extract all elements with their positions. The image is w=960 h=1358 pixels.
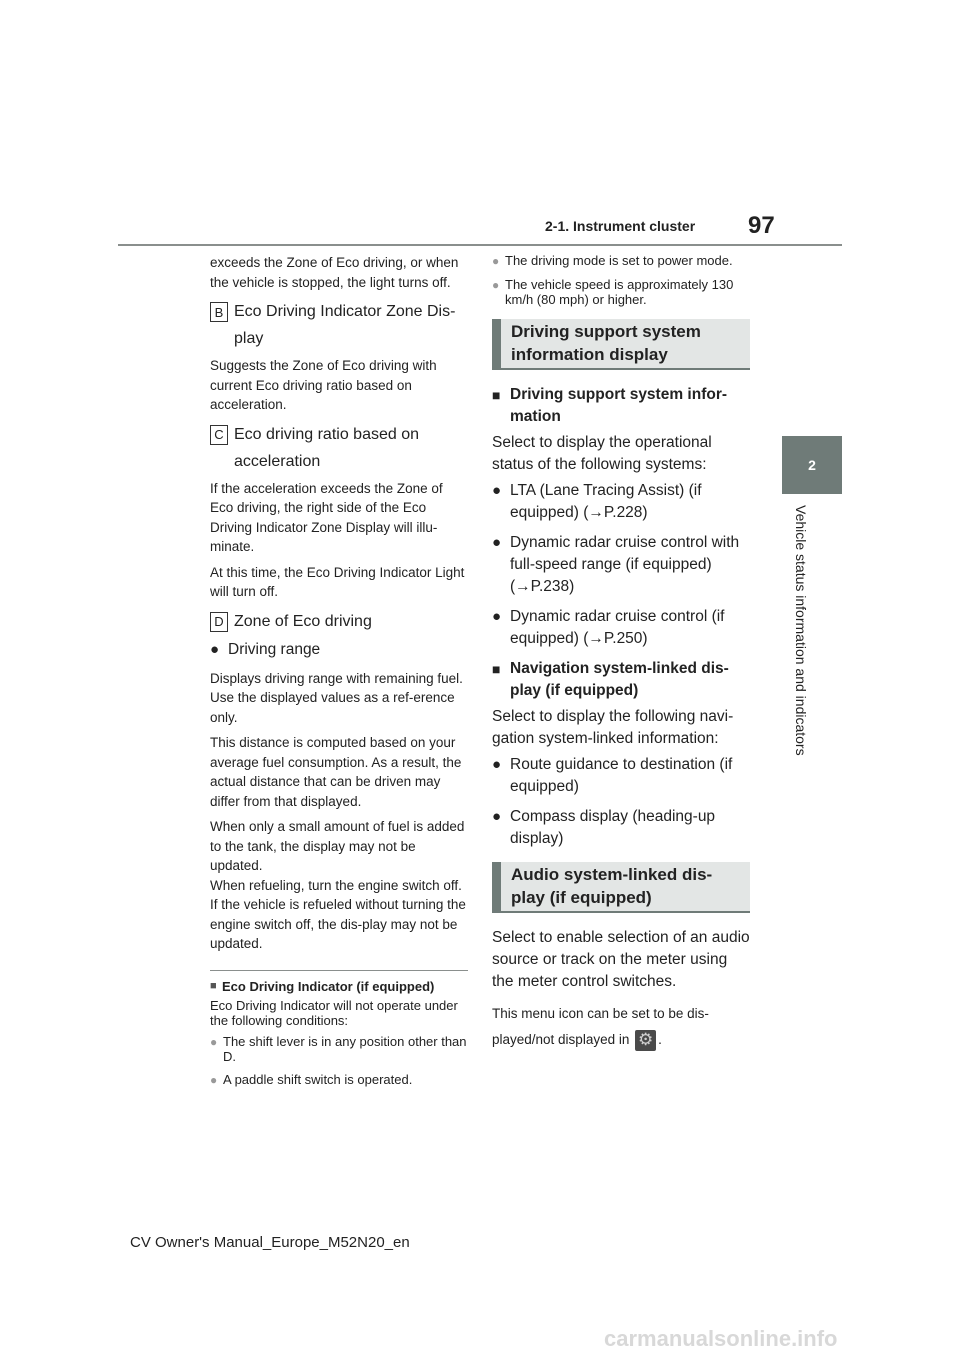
list-item [492,806,750,850]
chapter-side-title: Vehicle status information and indicators [793,505,809,756]
navigation-subtitle: Navigation system-linked dis-play (if equipped) [510,660,729,699]
driving-support-subheading [492,384,750,428]
menu-icon-note-end: . [658,1032,662,1047]
list-item [492,253,750,269]
item-c-text-2: At this time, the Eco Driving Indicator Light will turn off. [210,564,465,599]
driving-range-text-2: This distance is computed based on your average fuel consumption. As a result, the actual distance that can be driven may differ from that displayed. [210,735,462,809]
list-item [492,277,750,307]
audio-section-title: Audio system-linked dis-play (if equipped) [492,862,750,913]
driving-range-text-1: Displays driving range with remaining fuel. Use the displayed values as a ref-erence only. [210,670,463,725]
bullet-icon: ● [492,534,502,551]
list-item [492,532,750,598]
driving-support-item-3: Dynamic radar cruise control (if equipped) (→P.250) [510,608,725,647]
letter-b-label: B [210,302,228,322]
page-number: 97 [748,212,775,239]
navigation-subheading [492,658,750,702]
item-c-text-1: If the acceleration exceeds the Zone of Eco driving, the right side of the Eco Driving Indicator Zone Display will illu-minate. [210,480,443,554]
list-item [492,480,750,524]
item-b-heading [210,298,468,352]
bullet-icon: ● [210,640,220,658]
footer-text: CV Owner's Manual_Europe_M52N20_en [130,1234,410,1251]
bullet-icon: ● [492,278,500,292]
intro-text: exceeds the Zone of Eco driving, or when the vehicle is stopped, the light turns off. [210,255,459,290]
right-column [492,253,750,1059]
list-item [210,1034,468,1064]
driving-range-title: Driving range [228,640,321,658]
continued-item-1: The driving mode is set to power mode. [505,253,733,268]
left-column [210,253,468,1096]
continued-item-2: The vehicle speed is approximately 130 km/h (80 mph) or higher. [505,277,734,307]
item-c-title: Eco driving ratio based on acceleration [234,425,419,470]
bullet-icon: ● [492,808,502,825]
driving-support-section-title: Driving support system information display [492,319,750,370]
note-divider [210,970,468,971]
letter-d-label: D [210,612,228,632]
watermark-text: carmanualsonline.info [604,1326,838,1351]
eco-indicator-title: Eco Driving Indicator (if equipped) [222,978,435,994]
header-divider [118,244,842,246]
list-item [492,754,750,798]
eco-indicator-item-1: The shift lever is in any position other than D. [223,1033,467,1064]
list-item [210,1072,468,1088]
eco-indicator-heading [210,979,468,994]
navigation-item-2: Compass display (heading-up display) [510,808,716,847]
item-d-title: Zone of Eco driving [234,612,372,630]
bullet-icon: ● [492,608,502,625]
driving-range-text-3: When only a small amount of fuel is added to the tank, the display may not be updated. [210,819,465,873]
item-b-text: Suggests the Zone of Eco driving with current Eco driving ratio based on acceleration. [210,358,437,412]
bullet-icon: ● [492,756,502,773]
driving-support-subtitle: Driving support system infor-mation [510,386,728,425]
bullet-icon: ● [210,1072,218,1087]
driving-support-text: Select to display the operational status of the following systems: [492,434,712,473]
menu-icon-note-text: This menu icon can be set to be dis-played/not displayed in [492,1006,709,1047]
chapter-tab: 2 [782,436,842,494]
square-bullet-icon: ■ [492,387,501,403]
settings-gear-icon [635,1030,656,1051]
item-d-heading [210,608,468,635]
square-bullet-icon: ■ [210,979,217,992]
bullet-icon: ● [492,254,500,268]
bullet-icon: ● [210,1034,218,1049]
square-bullet-icon: ■ [492,661,501,677]
driving-support-item-1: LTA (Lane Tracing Assist) (if equipped) (→P.228) [510,482,702,521]
item-c-heading [210,421,468,475]
menu-icon-note [492,1001,750,1053]
list-item [492,606,750,650]
driving-range-text-4: When refueling, turn the engine switch off. If the vehicle is refueled without turning the engine switch off, the dis-play may not be updated. [210,877,466,951]
driving-support-item-2: Dynamic radar cruise control with full-speed range (if equipped) (→P.238) [510,534,740,595]
item-b-title: Eco Driving Indicator Zone Dis-play [234,303,456,347]
bullet-icon: ● [492,482,502,499]
eco-indicator-text: Eco Driving Indicator will not operate under the following conditions: [210,997,458,1028]
audio-text: Select to enable selection of an audio source or track on the meter using the meter control switches. [492,929,750,990]
section-header: 2-1. Instrument cluster [545,218,696,234]
driving-range-heading [210,639,468,661]
navigation-text: Select to display the following navi-gation system-linked information: [492,708,734,747]
navigation-item-1: Route guidance to destination (if equipped) [510,756,733,795]
eco-indicator-item-2: A paddle shift switch is operated. [223,1071,413,1087]
letter-c-label: C [210,425,228,445]
